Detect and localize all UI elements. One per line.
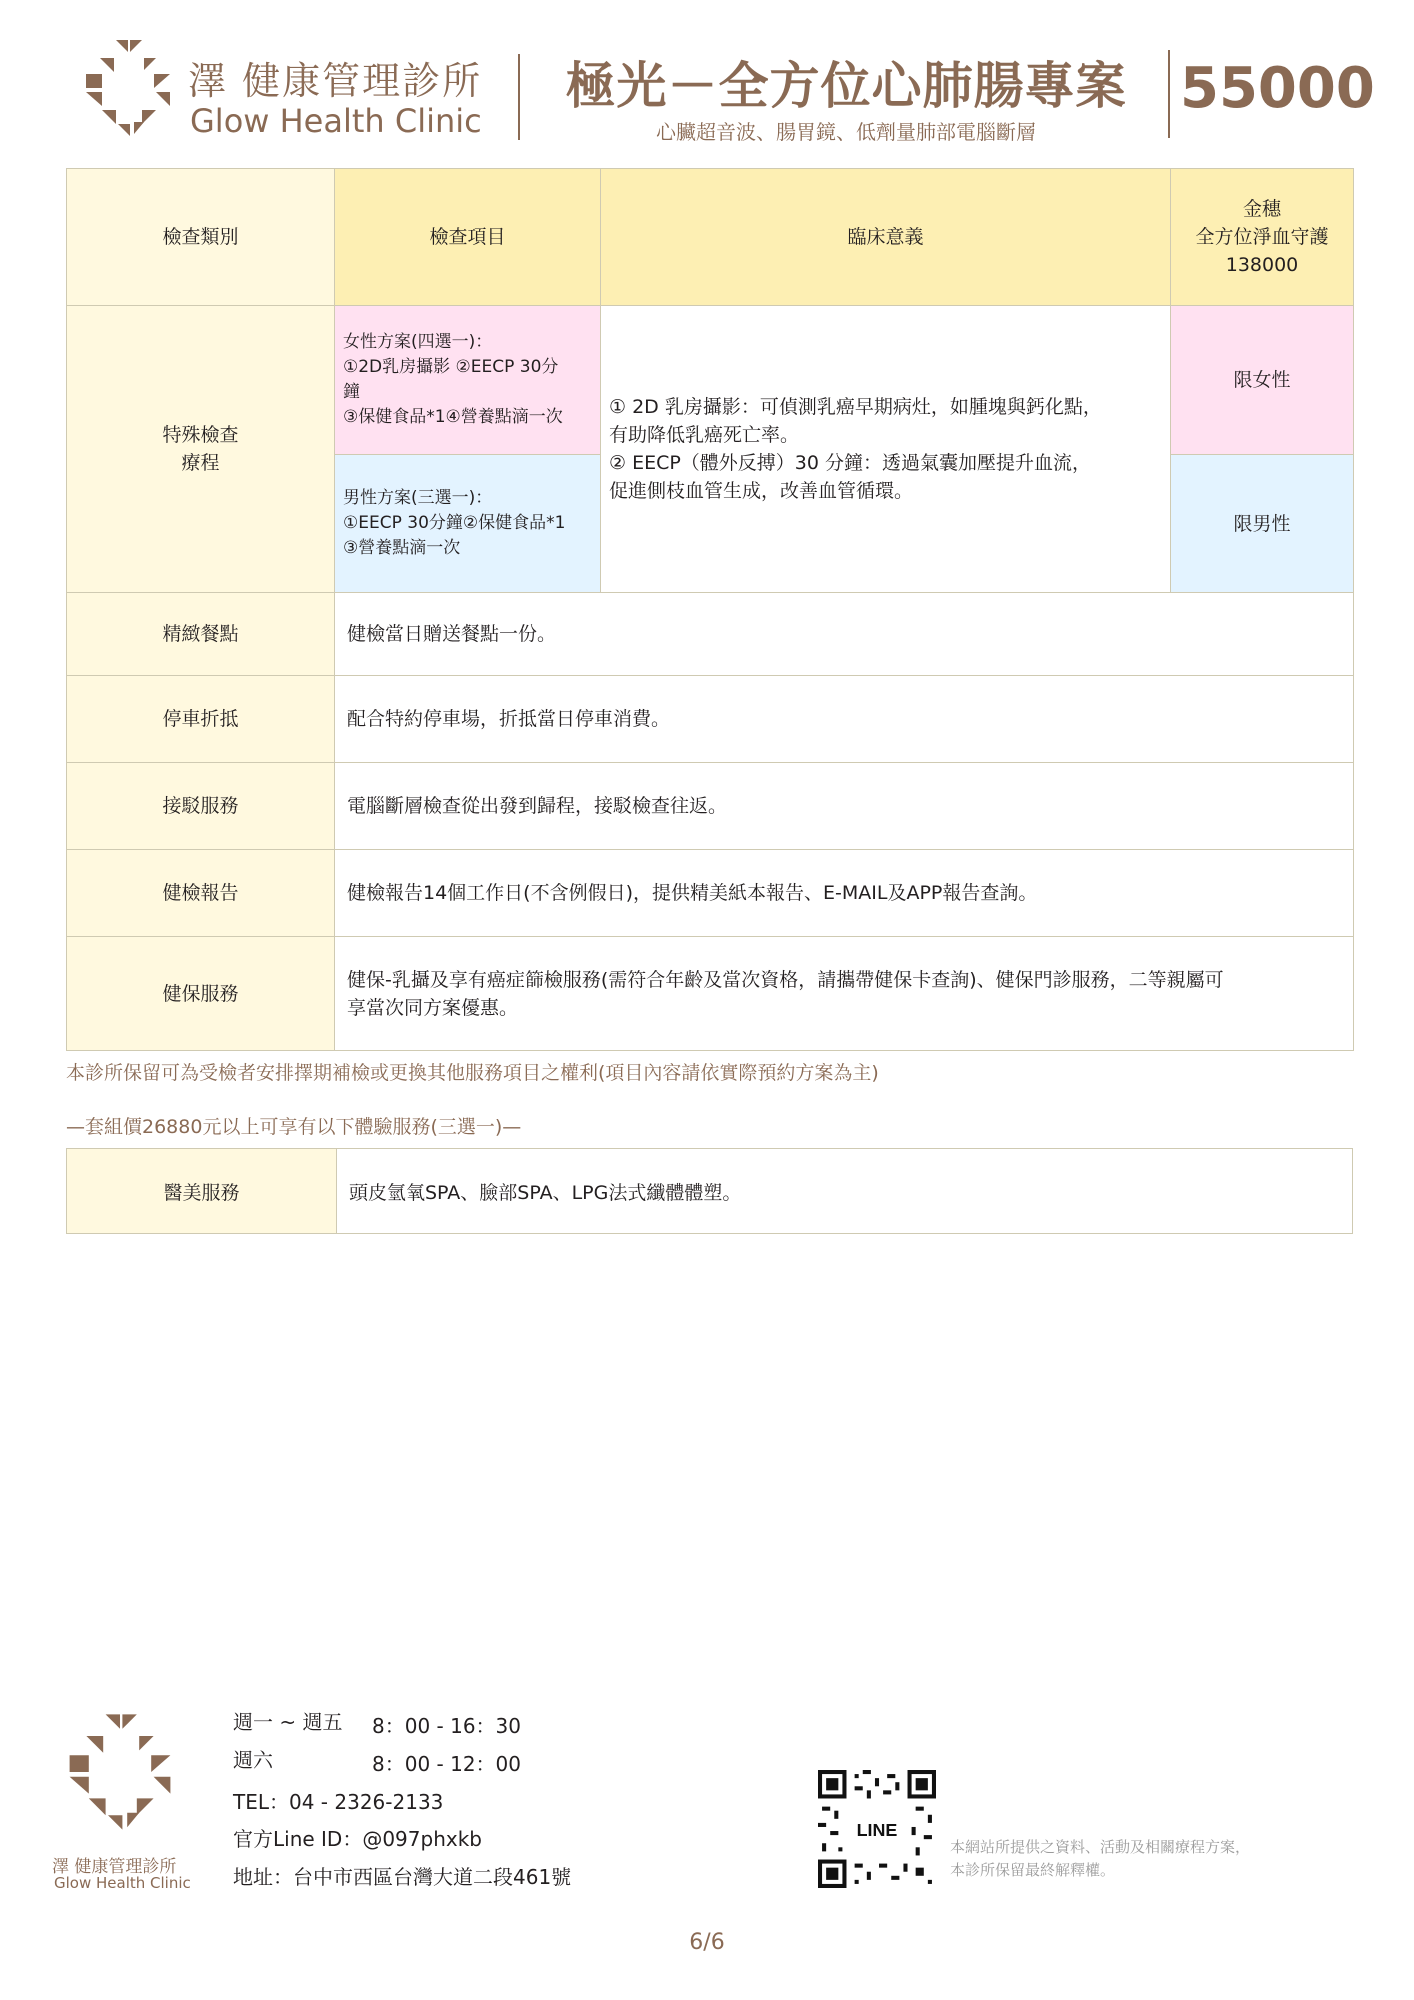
female-only-badge: 限女性 <box>1171 306 1354 455</box>
col-header-meaning: 臨床意義 <box>601 169 1171 306</box>
row-description: 健檢報告14個工作日(不含例假日)，提供精美紙本報告、E-MAIL及APP報告查詢。 <box>335 850 1354 937</box>
line-qr-code-icon[interactable] <box>818 1770 936 1888</box>
line-id: 官方Line ID：@097phxkb <box>233 1827 482 1851</box>
special-category-line: 療程 <box>181 452 220 474</box>
disclaimer-line: 本網站所提供之資料、活動及相關療程方案， <box>950 1838 1251 1856</box>
special-category-cell <box>67 306 335 593</box>
package-title: 極光－全方位心肺腸專案 <box>565 57 1127 115</box>
female-plan-option: ③保健食品*1④營養點滴一次 <box>343 407 563 427</box>
table-row <box>67 306 1354 455</box>
female-plan-option: ①2D乳房攝影 ②EECP 30分 <box>343 357 559 377</box>
brand-name-english: Glow Health Clinic <box>190 102 482 140</box>
bonus-note: —套組價26880元以上可享有以下體驗服務(三選一)— <box>66 1116 522 1138</box>
row-description: 配合特約停車場，折抵當日停車消費。 <box>335 676 1354 763</box>
insurance-desc-line: 享當次同方案優惠。 <box>347 996 519 1019</box>
meaning-line: ② EECP（體外反搏）30 分鐘：透過氣囊加壓提升血流， <box>609 452 1092 474</box>
row-description: 電腦斷層檢查從出發到歸程，接駁檢查往返。 <box>335 763 1354 850</box>
address: 地址：台中市西區台灣大道二段461號 <box>233 1865 572 1889</box>
special-category-line: 特殊檢查 <box>162 424 239 446</box>
male-plan-cell <box>335 455 601 593</box>
table-row <box>67 593 1354 676</box>
saturday-hours: 8：00 - 12：00 <box>372 1752 522 1776</box>
reserve-note: 本診所保留可為受檢者安排擇期補檢或更換其他服務項目之權利(項目內容請依實際預約方案為主) <box>66 1062 879 1084</box>
page-number: 6/6 <box>689 1930 725 1955</box>
female-plan-cell <box>335 306 601 455</box>
clinical-meaning-cell <box>601 306 1171 593</box>
gold-plan-price: 138000 <box>1225 254 1299 276</box>
row-description <box>335 937 1354 1051</box>
row-category: 精緻餐點 <box>67 593 335 676</box>
female-plan-title: 女性方案(四選一)： <box>343 332 493 352</box>
meaning-line: ① 2D 乳房攝影：可偵測乳癌早期病灶，如腫塊與鈣化點， <box>609 396 1102 418</box>
spa-table <box>66 1148 1353 1234</box>
col-header-category: 檢查類別 <box>67 169 335 306</box>
disclaimer-line: 本診所保留最終解釋權。 <box>950 1861 1116 1879</box>
spa-description: 頭皮氫氧SPA、臉部SPA、LPG法式纖體體塑。 <box>337 1149 1353 1234</box>
weekday-hours: 8：00 - 16：30 <box>372 1714 522 1738</box>
table-row <box>67 676 1354 763</box>
weekday-label: 週一 ~ 週五 <box>233 1710 343 1734</box>
row-category: 健檢報告 <box>67 850 335 937</box>
header-divider <box>518 54 520 140</box>
male-plan-title: 男性方案(三選一)： <box>343 488 493 508</box>
spa-category: 醫美服務 <box>67 1149 337 1234</box>
col-header-gold-plan <box>1171 169 1354 306</box>
qr-line-label: LINE <box>856 1819 898 1840</box>
meaning-line: 有助降低乳癌死亡率。 <box>609 424 800 446</box>
package-subtitle: 心臟超音波、腸胃鏡、低劑量肺部電腦斷層 <box>656 120 1036 144</box>
table-row <box>67 850 1354 937</box>
insurance-desc-line: 健保-乳攝及享有癌症篩檢服務(需符合年齡及當次資格，請攜帶健保卡查詢)、健保門診服務，二等親屬可 <box>347 968 1224 991</box>
saturday-label: 週六 <box>233 1748 273 1772</box>
male-plan-option: ③營養點滴一次 <box>343 538 461 558</box>
table-header-row <box>67 169 1354 306</box>
gold-plan-subtitle: 全方位淨血守護 <box>1195 226 1329 248</box>
brand-name-chinese: 澤 健康管理診所 <box>188 59 483 103</box>
row-description: 健檢當日贈送餐點一份。 <box>335 593 1354 676</box>
disclaimer <box>950 1836 1250 1882</box>
phone-number: TEL：04 - 2326-2133 <box>233 1790 444 1814</box>
row-category: 健保服務 <box>67 937 335 1051</box>
header-divider <box>1168 50 1170 138</box>
table-row <box>67 1149 1353 1234</box>
clinic-logo-icon <box>60 1712 180 1832</box>
clinic-logo-icon <box>78 38 178 138</box>
package-table <box>66 168 1354 1051</box>
male-only-badge: 限男性 <box>1171 455 1354 593</box>
male-plan-option: ①EECP 30分鐘②保健食品*1 <box>343 513 566 533</box>
meaning-line: 促進側枝血管生成，改善血管循環。 <box>609 480 914 502</box>
footer-brand-english: Glow Health Clinic <box>54 1874 191 1892</box>
package-price: 55000 <box>1180 56 1375 121</box>
col-header-item: 檢查項目 <box>335 169 601 306</box>
female-plan-option: 鐘 <box>343 382 360 402</box>
row-category: 停車折抵 <box>67 676 335 763</box>
table-row <box>67 763 1354 850</box>
row-category: 接駁服務 <box>67 763 335 850</box>
table-row <box>67 937 1354 1051</box>
footer-brand-chinese: 澤 健康管理診所 <box>52 1857 177 1877</box>
gold-plan-name: 金穗 <box>1242 198 1281 220</box>
